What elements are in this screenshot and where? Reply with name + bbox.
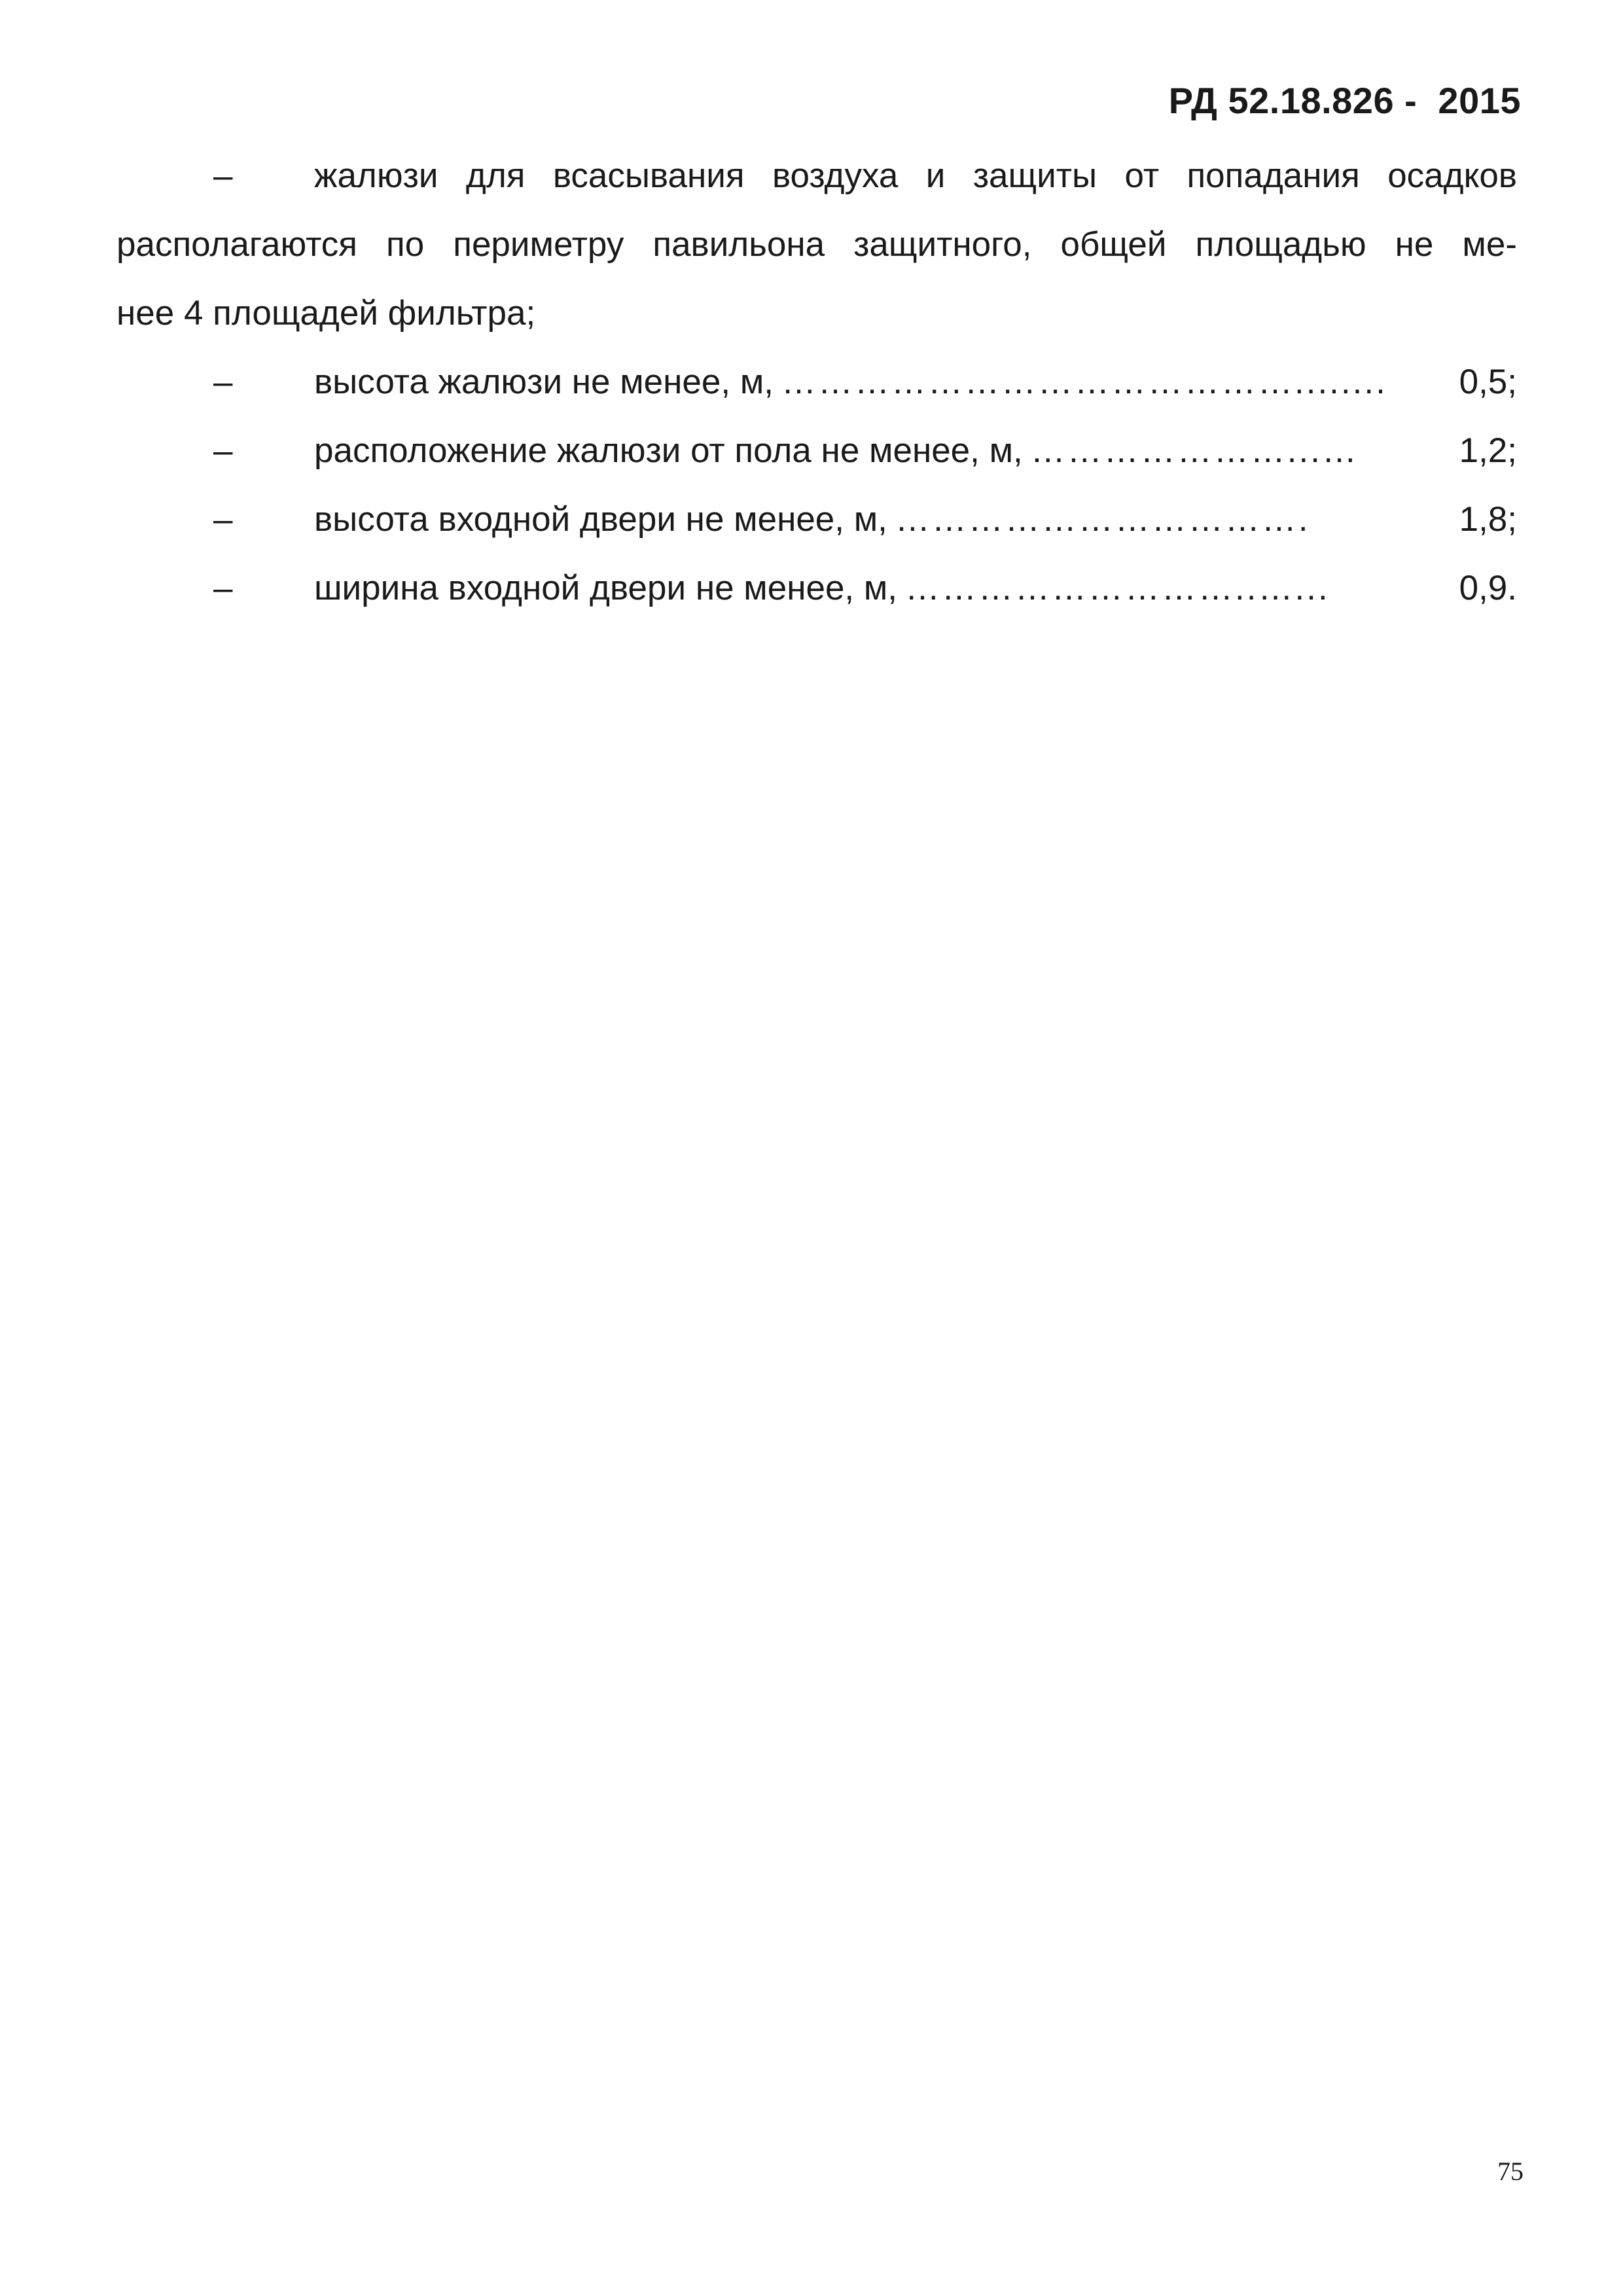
list-dash: – [213,431,233,470]
item-label: ширина входной двери не менее, м, [314,569,898,607]
dot-leader: ……………………………. [895,500,1310,539]
dot-leader: ………………………..…... [905,569,1330,607]
list-dash: – [213,500,233,539]
item-label: высота входной двери не менее, м, [314,500,887,539]
intro-paragraph [116,141,1517,348]
item-value: 1,2; [1459,431,1517,470]
item-label: расположение жалюзи от пола не менее, м, [314,431,1023,470]
list-dash: – [213,363,233,401]
list-dash: – [213,569,233,607]
item-value: 0,5; [1459,363,1517,401]
page-number: 75 [1497,2157,1524,2186]
page-body [116,141,1517,622]
dot-leader: ……………………………………........ [781,363,1387,401]
item-label: высота жалюзи не менее, м, [314,363,774,401]
paragraph-text-1: жалюзи для всасывания воздуха и защиты от попадания осадков [314,156,1517,195]
paragraph-line-3: нее 4 площадей фильтра; [116,294,536,332]
list-item [116,348,1517,416]
list-dash: – [213,156,233,195]
list-item [116,416,1517,485]
paragraph-line-1 [116,141,1517,210]
item-value: 1,8; [1459,500,1517,539]
dot-leader: …………………...… [1030,431,1359,470]
list-item [116,485,1517,554]
list-item [116,554,1517,622]
document-code: РД 52.18.826 - 2015 [1168,80,1521,121]
paragraph-line-2: располагаются по периметру павильона защитного, общей площадью не ме- [116,225,1517,264]
item-value: 0,9. [1459,569,1517,607]
